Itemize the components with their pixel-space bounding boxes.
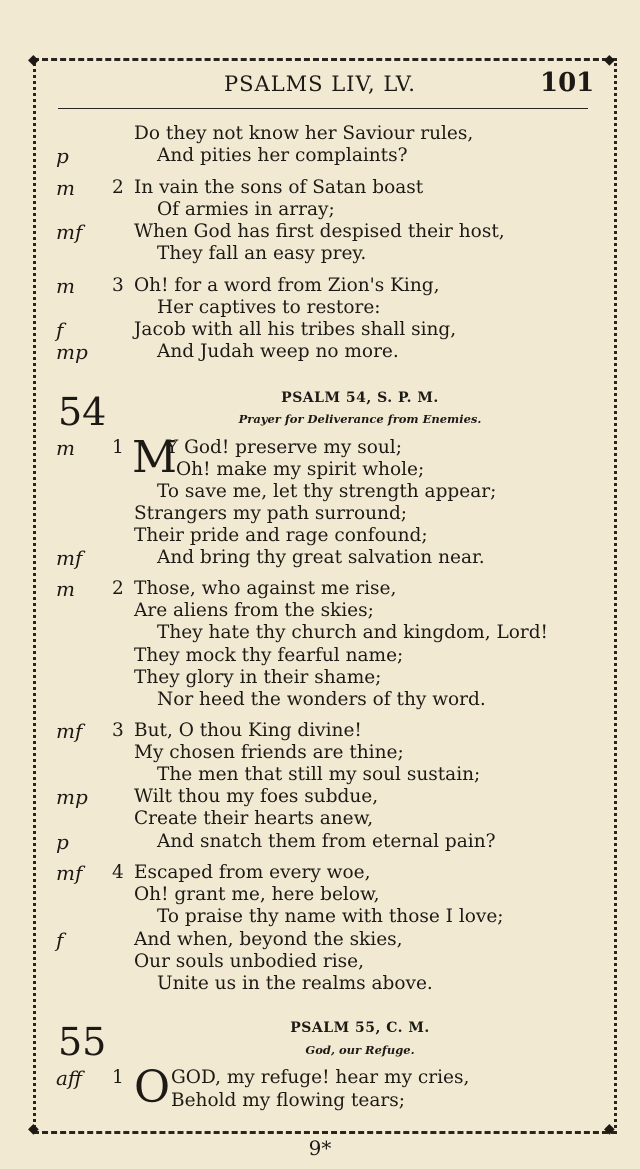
verse-line: Those, who against me rise, [134,578,397,599]
psalm-number: 55 [58,1020,107,1064]
verse-number: 2 [112,578,124,599]
border-corner-ornament: ◆ [604,1121,615,1137]
verse-line: Her captives to restore: [157,297,381,318]
dynamic-marking: p [56,144,69,168]
drop-cap: M [132,432,178,483]
verse-line: My chosen friends are thine; [134,742,404,763]
verse-number: 3 [112,275,124,296]
verse-number: 4 [112,862,124,883]
verse-line: They glory in their shame; [134,667,382,688]
verse-line: They mock thy fearful name; [134,645,404,666]
signature-mark: 9* [308,1136,332,1160]
verse-line: Our souls unbodied rise, [134,951,364,972]
verse-line: Oh! grant me, here below, [134,884,380,905]
dynamic-marking: mf [56,861,83,885]
verse-line: Are aliens from the skies; [134,600,374,621]
dynamic-marking: m [56,274,75,298]
border-corner-ornament: ◆ [604,52,615,68]
verse-line: Jacob with all his tribes shall sing, [134,319,457,340]
verse-line: And pities her complaints? [157,145,408,166]
verse-line: The men that still my soul sustain; [157,764,481,785]
verse-line: Their pride and rage confound; [134,525,428,546]
dynamic-marking: mf [56,220,83,244]
dynamic-marking: m [56,176,75,200]
verse-line: Y God! preserve my soul; [166,437,402,458]
verse-line: Strangers my path surround; [134,503,408,524]
dynamic-marking: mp [56,785,88,809]
verse-line: And bring thy great salvation near. [157,547,485,568]
dynamic-marking: aff [56,1066,83,1090]
verse-number: 3 [112,720,124,741]
verse-line: And Judah weep no more. [157,341,399,362]
verse-line: Oh! for a word from Zion's King, [134,275,440,296]
psalm-subtitle: God, our Refuge. [305,1043,415,1057]
verse-line: But, O thou King divine! [134,720,362,741]
verse-line: Wilt thou my foes subdue, [134,786,379,807]
header-rule [58,108,588,109]
dynamic-marking: m [56,577,75,601]
dynamic-marking: mp [56,340,88,364]
verse-line: Nor heed the wonders of thy word. [157,689,486,710]
verse-line: They fall an easy prey. [157,243,367,264]
dynamic-marking: m [56,436,75,460]
border-corner-ornament: ◆ [28,1121,39,1137]
dynamic-marking: mf [56,719,83,743]
verse-number: 2 [112,177,124,198]
psalm-title: PSALM 54, S. P. M. [281,390,439,406]
psalm-title: PSALM 55, C. M. [290,1020,430,1036]
verse-line: When God has first despised their host, [134,221,505,242]
verse-line: Create their hearts anew, [134,808,374,829]
verse-line: Oh! make my spirit whole; [176,459,425,480]
psalm-subtitle: Prayer for Deliverance from Enemies. [238,412,482,426]
verse-line: They hate thy church and kingdom, Lord! [157,622,548,643]
verse-line: Do they not know her Saviour rules, [134,123,474,144]
verse-number: 1 [112,437,124,458]
dynamic-marking: f [56,928,64,952]
verse-line: Unite us in the realms above. [157,973,433,994]
running-header: PSALMS LIV, LV. [224,72,416,96]
verse-line: In vain the sons of Satan boast [134,177,424,198]
dynamic-marking: f [56,318,64,342]
border-corner-ornament: ◆ [28,52,39,68]
verse-line: And snatch them from eternal pain? [157,831,496,852]
drop-cap: O [134,1062,171,1113]
page-number: 101 [540,68,595,98]
dynamic-marking: p [56,830,69,854]
verse-line: Escaped from every woe, [134,862,371,883]
verse-line: GOD, my refuge! hear my cries, [171,1067,470,1088]
verse-line: To save me, let thy strength appear; [157,481,497,502]
verse-line: To praise thy name with those I love; [157,906,504,927]
verse-number: 1 [112,1067,124,1088]
verse-line: Behold my flowing tears; [171,1090,405,1111]
psalm-number: 54 [58,390,107,434]
dynamic-marking: mf [56,546,83,570]
verse-line: And when, beyond the skies, [134,929,403,950]
verse-line: Of armies in array; [157,199,335,220]
